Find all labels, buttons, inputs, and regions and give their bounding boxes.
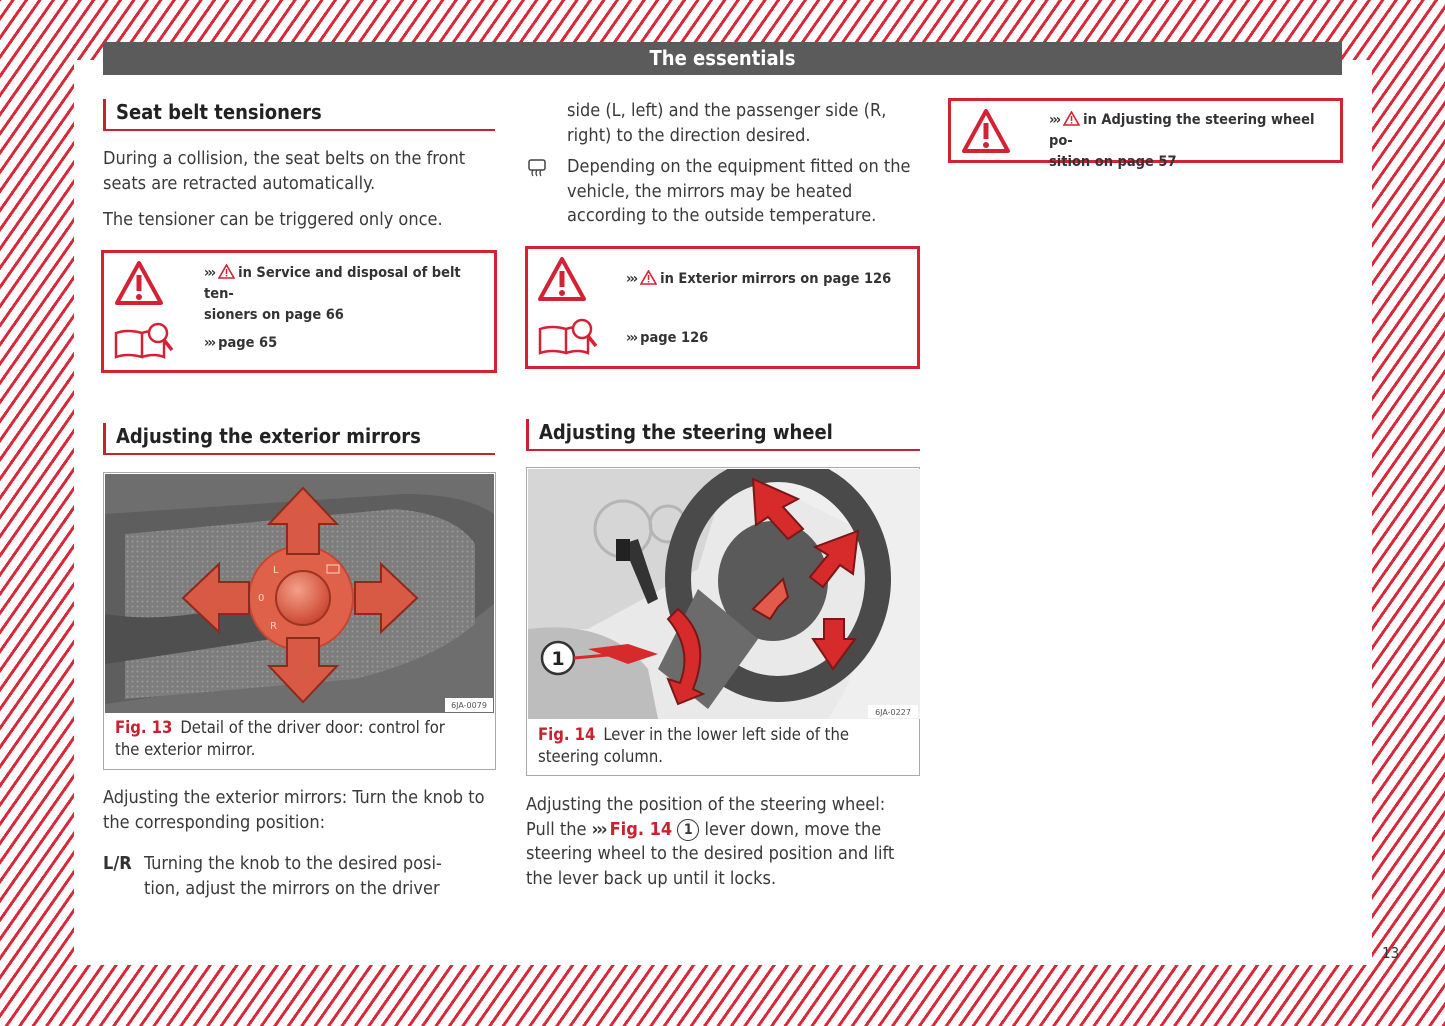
page-number: 13 — [1382, 944, 1400, 962]
warning-link-cont[interactable]: sioners on page 66 — [204, 307, 344, 323]
continuation-line-1: side (L, left) and the passenger side (R, — [567, 100, 887, 121]
mirror-warning-box — [525, 246, 920, 369]
knob-label-0: 0 — [258, 593, 265, 604]
callout-number: 1 — [551, 648, 565, 670]
steering-section-heading — [526, 419, 920, 451]
mirrors-paragraph: Adjusting the exterior mirrors: Turn the knob to the corresponding position: — [103, 787, 485, 833]
warning-link-cont[interactable]: sition on page 57 — [1049, 154, 1177, 170]
section-title: Adjusting the steering wheel — [526, 419, 920, 451]
warning-mini-icon — [640, 270, 657, 285]
warning-link[interactable]: in Adjusting the steering wheel po- — [1049, 112, 1315, 149]
chevron-icon: ››› — [204, 265, 215, 281]
steering-lever-illustration — [528, 469, 920, 719]
seat-belt-paragraph-2: The tensioner can be triggered only once. — [103, 209, 443, 230]
steering-line-3: steering wheel to the desired position and lift — [526, 843, 895, 864]
caption-text: Detail of the driver door: control for — [180, 718, 445, 737]
mirrors-section-heading — [103, 423, 495, 455]
lr-definition — [103, 852, 495, 902]
mirrors-text-cont — [567, 99, 922, 229]
steering-text — [526, 793, 920, 891]
page-ref-link[interactable]: page 126 — [640, 330, 709, 346]
knob-label-l: L — [273, 565, 279, 576]
page-ref-link[interactable]: page 65 — [218, 335, 278, 351]
warning-link[interactable]: in Service and disposal of belt ten- — [204, 265, 461, 302]
seat-belt-warning-box — [101, 250, 497, 373]
seat-belt-paragraph-1: During a collision, the seat belts on the front seats are retracted automatically. — [103, 148, 466, 194]
section-title: Seat belt tensioners — [103, 99, 495, 131]
book-search-icon — [536, 317, 600, 357]
chevron-icon: ››› — [626, 330, 637, 346]
caption-text-cont: steering column. — [538, 747, 663, 766]
figure-code: 6JA-0227 — [875, 708, 911, 717]
figure-link[interactable]: ››› Fig. 14 — [591, 818, 673, 840]
chevron-icon: ››› — [204, 335, 215, 351]
lr-label: L/R — [103, 853, 132, 874]
warning-mini-icon — [218, 264, 235, 279]
figure-14-caption — [538, 724, 908, 768]
knob-label-r: R — [270, 621, 277, 632]
mirrors-text — [103, 786, 495, 902]
book-search-icon — [112, 321, 176, 361]
figure-label: Fig. 14 — [538, 725, 596, 744]
steering-line-2: Pull the ››› Fig. 14 1 lever down, move the — [526, 818, 882, 840]
continuation-line-2: right) to the direction desired. — [567, 124, 811, 146]
figure-label: Fig. 13 — [115, 718, 173, 737]
page-header: The essentials — [103, 42, 1342, 75]
warning-mini-icon — [1063, 111, 1080, 126]
figure-13 — [103, 472, 496, 770]
caption-text: Lever in the lower left side of the — [603, 725, 850, 744]
chevron-icon: ››› — [1049, 112, 1060, 128]
mirror-control-illustration — [105, 474, 494, 713]
chevron-icon: ››› — [626, 271, 637, 287]
warning-triangle-icon — [537, 256, 587, 302]
steering-line-1: Adjusting the position of the steering wheel: — [526, 794, 886, 815]
figure-code: 6JA-0079 — [451, 701, 487, 710]
callout-ref: 1 — [677, 819, 699, 841]
seat-belt-section-heading — [103, 99, 495, 131]
steering-line-4: the lever back up until it locks. — [526, 867, 777, 889]
seat-belt-text — [103, 147, 495, 233]
caption-text-cont: the exterior mirror. — [115, 740, 256, 759]
heated-mirrors-text: Depending on the equipment fitted on the vehicle, the mirrors may be heated according to the outside temperature. — [567, 156, 911, 226]
steering-warning-box — [948, 98, 1343, 170]
warning-link[interactable]: in Exterior mirrors on page 126 — [660, 271, 892, 287]
warning-triangle-icon — [961, 108, 1011, 154]
section-title: Adjusting the exterior mirrors — [103, 423, 495, 455]
heated-mirror-icon — [527, 158, 547, 178]
lr-text: Turning the knob to the desired posi- tion, adjust the mirrors on the driver — [144, 853, 442, 899]
figure-14 — [526, 467, 920, 776]
figure-13-caption — [115, 717, 485, 761]
warning-triangle-icon — [114, 260, 164, 306]
